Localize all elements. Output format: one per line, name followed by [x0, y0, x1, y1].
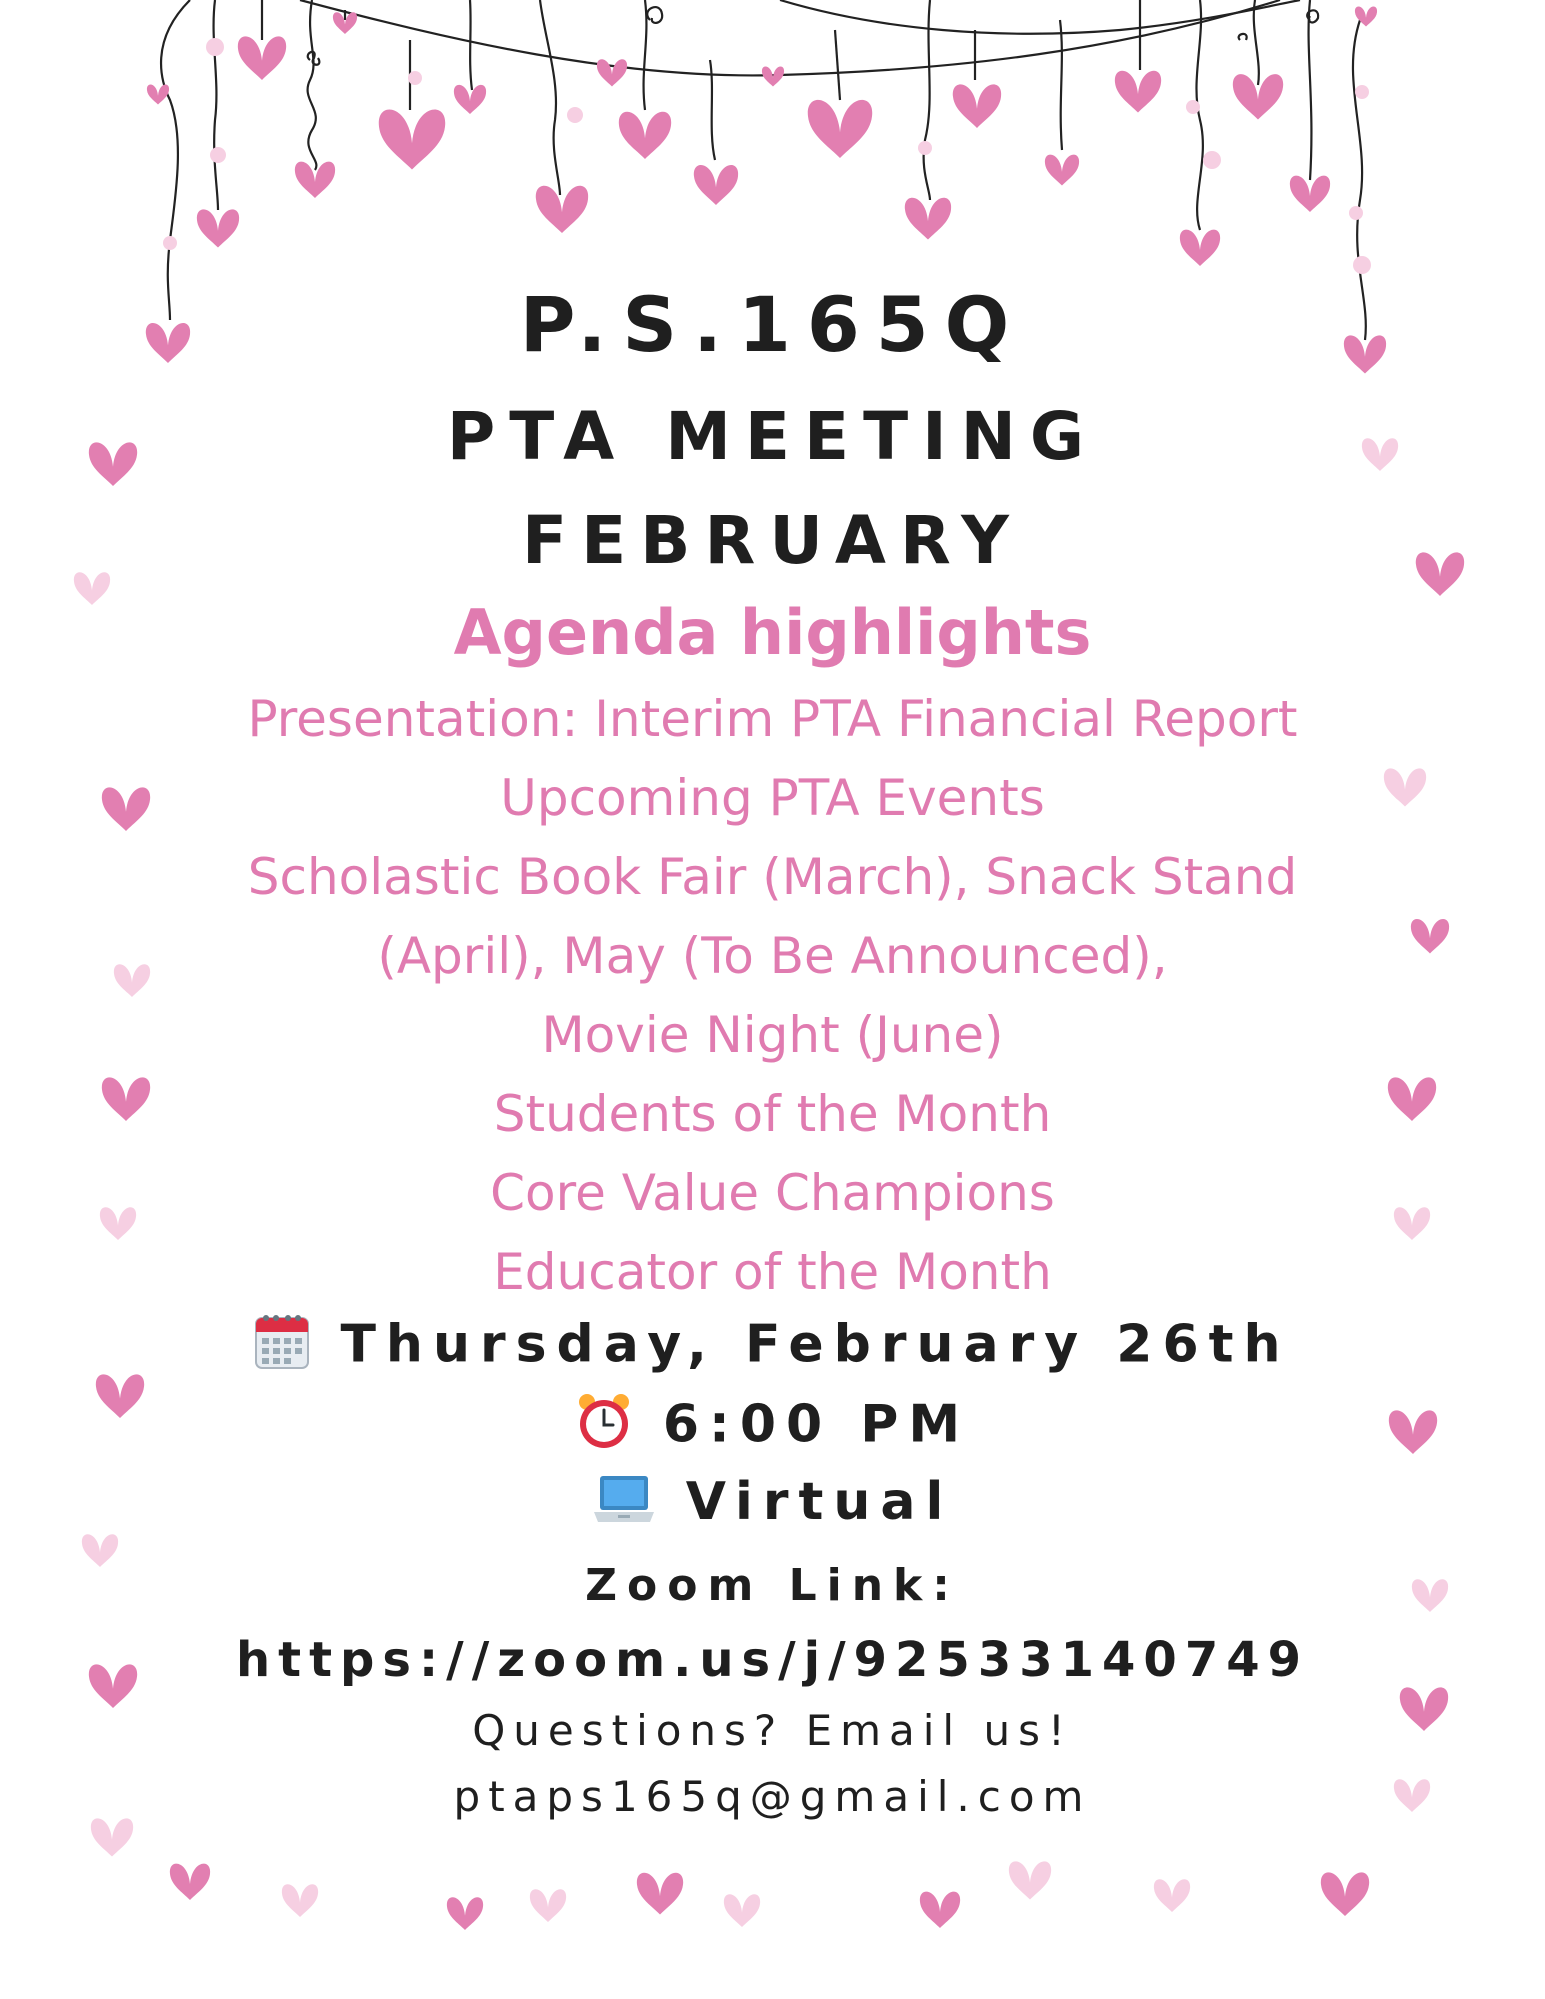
- meeting-date: Thursday, February 26th: [340, 1314, 1291, 1375]
- laptop-icon: [592, 1474, 656, 1537]
- meeting-location-row: [0, 1472, 1545, 1537]
- meeting-date-row: [0, 1312, 1545, 1383]
- agenda-heading: Agenda highlights: [453, 596, 1092, 669]
- calendar-icon: [254, 1312, 310, 1383]
- meeting-time: 6:00 PM: [662, 1394, 971, 1455]
- questions-text: Questions? Email us!: [472, 1706, 1073, 1755]
- zoom-label: Zoom Link:: [585, 1560, 960, 1611]
- agenda-item: Upcoming PTA Events: [500, 769, 1045, 827]
- meeting-month: FEBRUARY: [522, 502, 1023, 579]
- meeting-location: Virtual: [685, 1472, 954, 1532]
- contact-email[interactable]: ptaps165q@gmail.com: [453, 1772, 1092, 1821]
- agenda-item: Core Value Champions: [490, 1164, 1055, 1222]
- zoom-link[interactable]: https://zoom.us/j/92533140749: [235, 1632, 1310, 1688]
- agenda-item: Scholastic Book Fair (March), Snack Stand: [247, 848, 1298, 906]
- meeting-time-row: [0, 1392, 1545, 1463]
- agenda-item: (April), May (To Be Announced),: [377, 927, 1168, 985]
- agenda-item: Students of the Month: [493, 1085, 1052, 1143]
- agenda-item: Presentation: Interim PTA Financial Report: [247, 690, 1298, 748]
- agenda-item: Educator of the Month: [493, 1243, 1052, 1301]
- school-name: P.S.165Q: [519, 280, 1026, 369]
- agenda-item: Movie Night (June): [541, 1006, 1004, 1064]
- alarm-clock-icon: [575, 1392, 633, 1463]
- meeting-title: PTA MEETING: [446, 398, 1099, 475]
